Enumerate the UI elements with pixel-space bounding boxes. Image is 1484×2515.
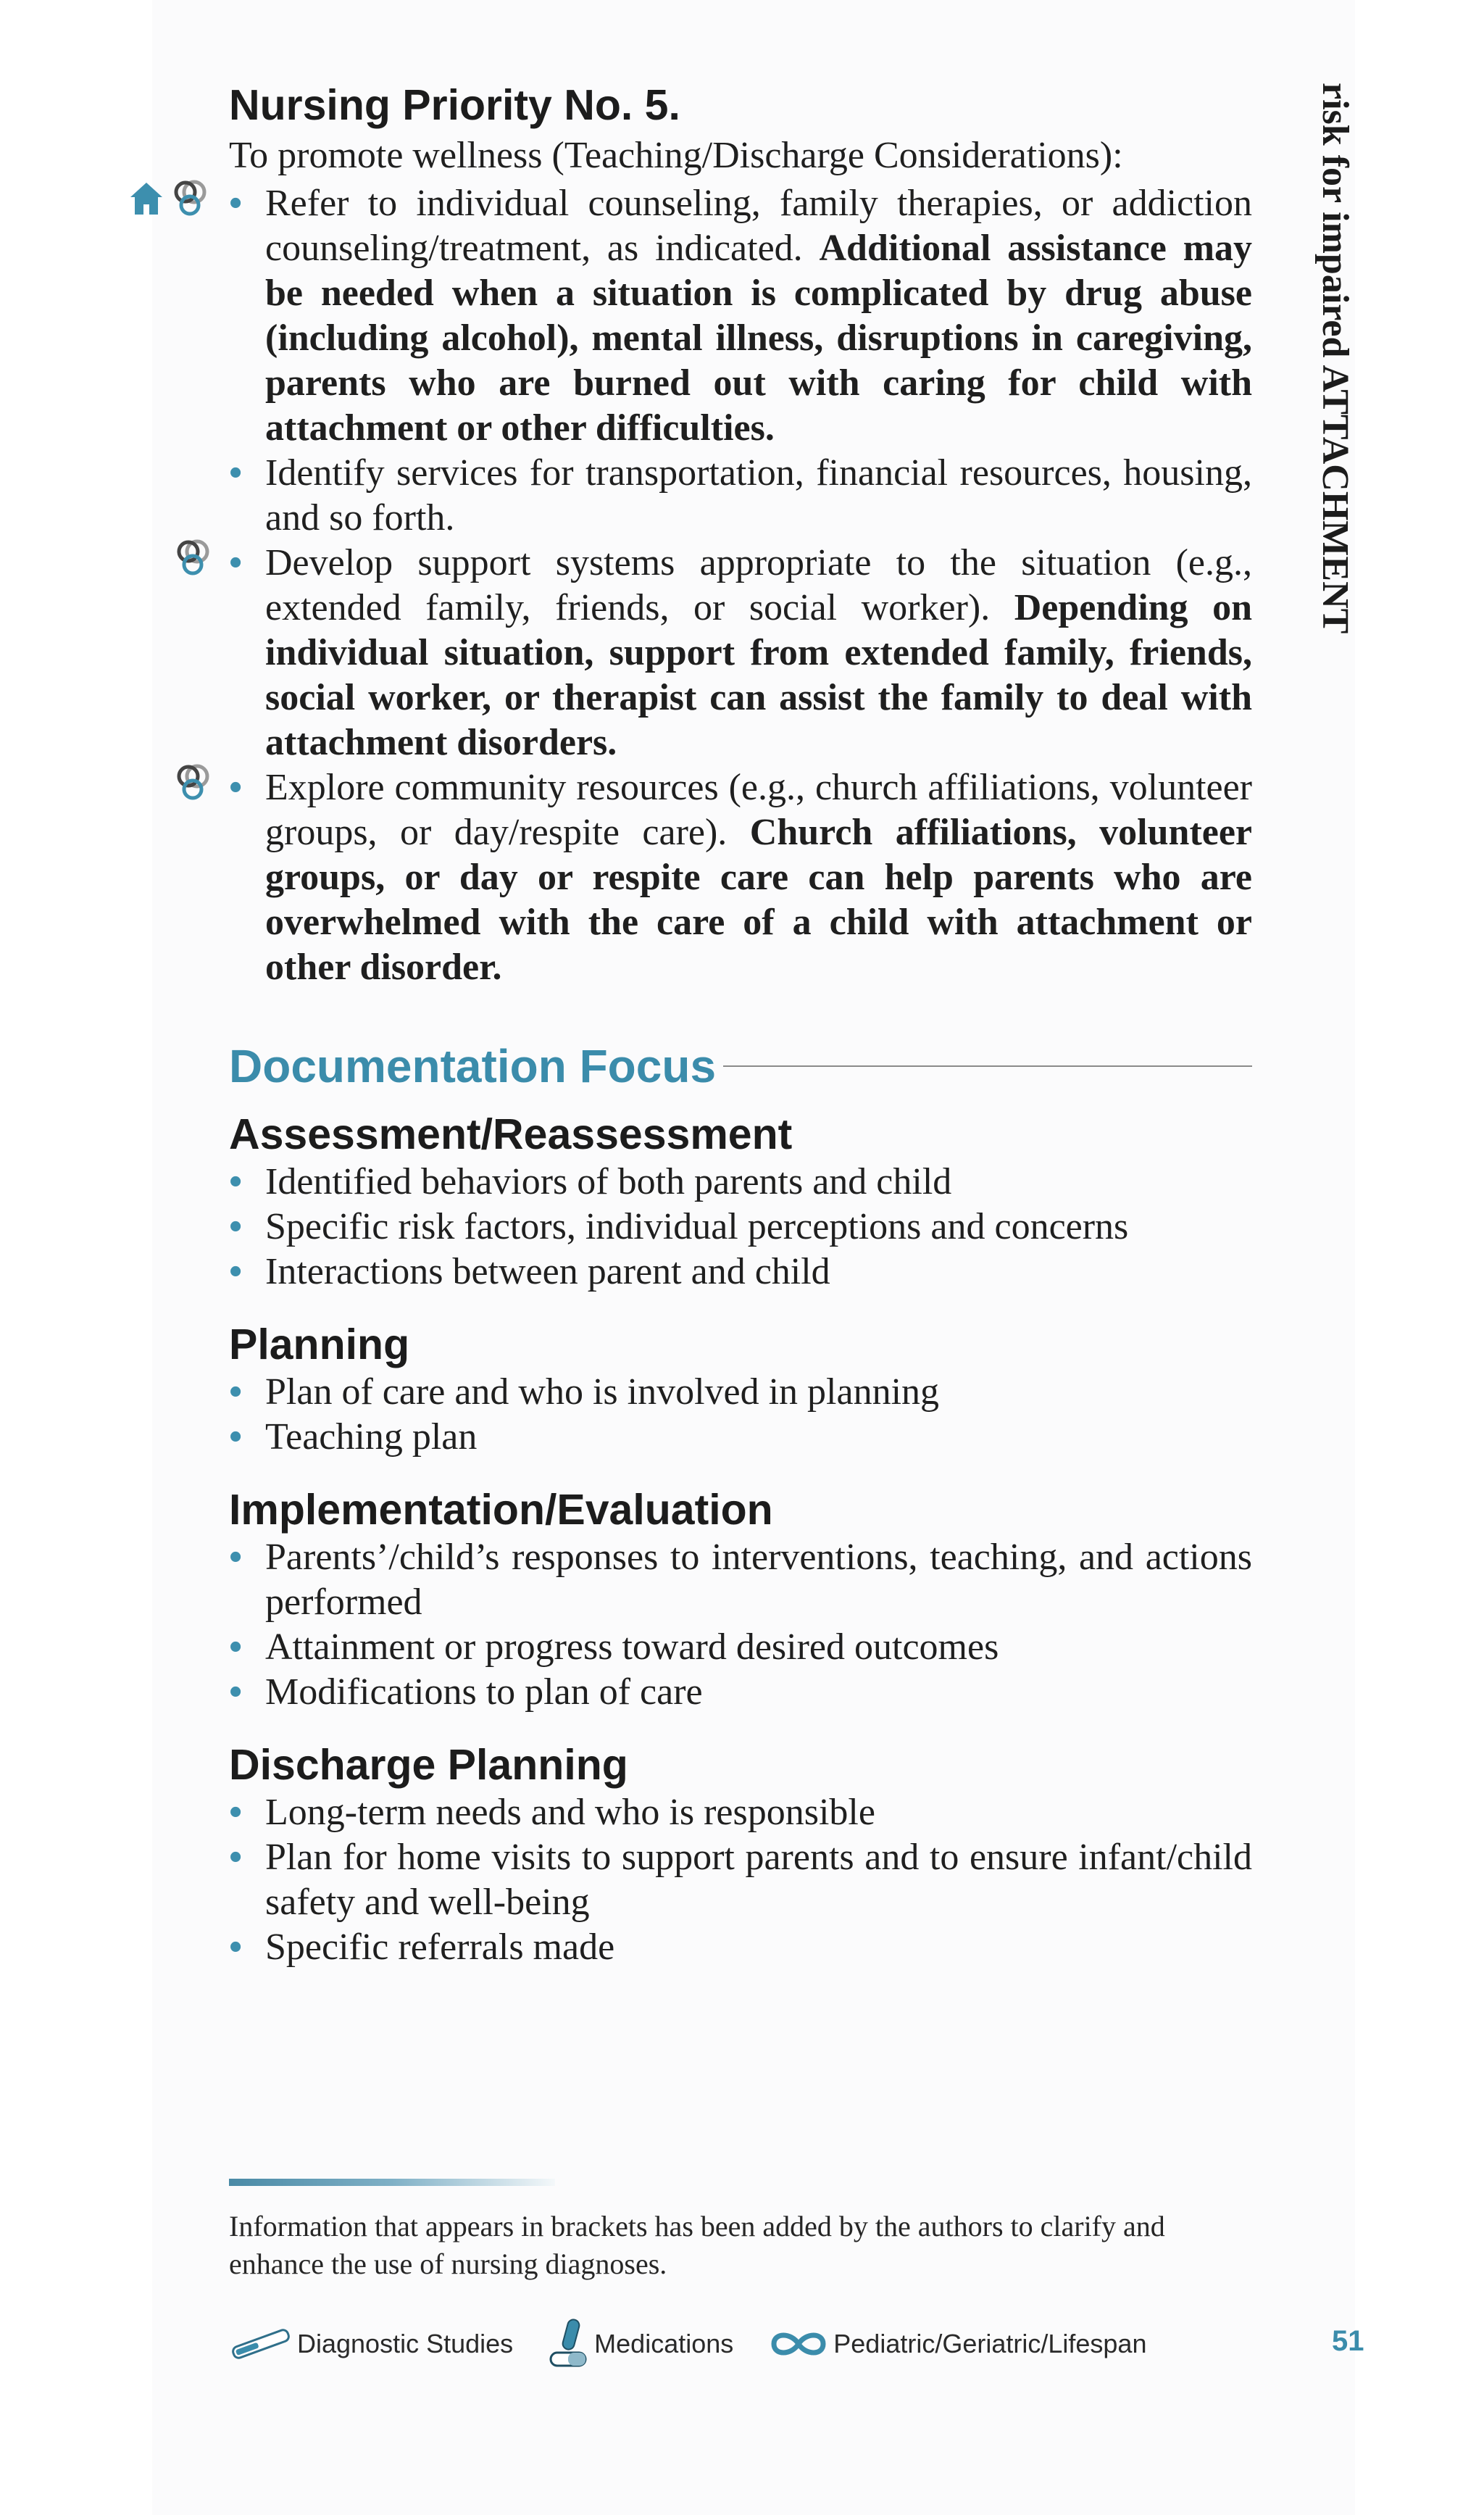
infinity-icon (768, 2329, 829, 2358)
documentation-item (229, 1790, 1252, 1835)
home-care-icon (128, 180, 165, 228)
legend-medications-label: Medications (594, 2329, 734, 2358)
legend-lifespan (768, 2329, 1146, 2359)
side-tab-emphasis: ATTACHMENT (1314, 365, 1356, 634)
legend-lifespan-label: Pediatric/Geriatric/Lifespan (833, 2329, 1147, 2358)
intervention-item (229, 451, 1252, 541)
documentation-item (229, 1370, 1252, 1415)
bullet: • (229, 1837, 243, 1878)
bullet: • (229, 1161, 243, 1202)
intervention-icons (128, 181, 212, 226)
documentation-heading-row (229, 1034, 1252, 1099)
intervention-item (229, 541, 1252, 765)
intervention-rationale: Depending on individual situation, support from extended family, friends, social worker, or therapist can assist the family to deal with attachment disorders. (265, 587, 1252, 763)
documentation-item (229, 1415, 1252, 1460)
documentation-item (229, 1160, 1252, 1205)
legend-diagnostic (229, 2325, 513, 2363)
collaborative-icon (172, 762, 214, 815)
documentation-subheading: Assessment/Reassessment (229, 1110, 793, 1158)
page-number: 51 (1332, 2325, 1364, 2357)
documentation-subheading: Implementation/Evaluation (229, 1486, 773, 1534)
documentation-item-text: Specific risk factors, individual perceptions and concerns (265, 1206, 1129, 1247)
side-tab-prefix: risk for impaired (1314, 83, 1356, 365)
bullet: • (229, 1626, 243, 1668)
bullet: • (229, 1206, 243, 1247)
documentation-item-text: Plan for home visits to support parents and to ensure infant/child safety and well-being (265, 1837, 1252, 1923)
bullet: • (229, 1792, 243, 1833)
documentation-item-text: Identified behaviors of both parents and child (265, 1161, 952, 1202)
bullet: • (229, 183, 243, 224)
side-tab-label (1314, 83, 1355, 633)
documentation-subheading: Discharge Planning (229, 1741, 628, 1789)
documentation-rule (723, 1065, 1252, 1067)
bullet: • (229, 1671, 243, 1713)
intervention-text: Refer to individual counseling, family therapies, or addiction counseling/treatment, as indicated. (265, 183, 1252, 269)
intervention-item (229, 765, 1252, 990)
collaborative-icon (172, 537, 214, 590)
documentation-item (229, 1925, 1252, 1970)
documentation-subheading: Planning (229, 1321, 410, 1368)
documentation-item (229, 1670, 1252, 1715)
bullet: • (229, 452, 243, 494)
documentation-item-text: Attainment or progress toward desired outcomes (265, 1626, 999, 1668)
bullet: • (229, 1371, 243, 1413)
bullet: • (229, 1537, 243, 1578)
priority-list (229, 181, 1252, 990)
intervention-icons (172, 541, 214, 586)
documentation-item (229, 1250, 1252, 1294)
intervention-item (229, 181, 1252, 451)
bullet: • (229, 767, 243, 808)
bullet: • (229, 1926, 243, 1968)
intervention-rationale: Additional assistance may be needed when a situation is complicated by drug abuse (including alcohol), mental illness, disruptions in caregiving, parents who are burned out with caring for child with attachment or other difficulties. (265, 228, 1253, 449)
documentation-list (229, 1790, 1252, 1970)
documentation-item-text: Modifications to plan of care (265, 1671, 703, 1713)
intervention-text: Develop support systems appropriate to the situation (e.g., extended family, friends, or social worker). (265, 542, 1252, 628)
priority-intro: To promote wellness (Teaching/Discharge Considerations): (229, 135, 1123, 176)
documentation-item (229, 1625, 1252, 1670)
icon-legend (229, 2316, 1359, 2371)
documentation-item (229, 1205, 1252, 1250)
priority-heading: Nursing Priority No. 5. (229, 81, 680, 129)
documentation-list (229, 1535, 1252, 1715)
documentation-heading: Documentation Focus (229, 1040, 717, 1092)
footnote-rule (229, 2179, 555, 2186)
bullet: • (229, 542, 243, 583)
documentation-item-text: Plan of care and who is involved in planning (265, 1371, 940, 1413)
intervention-text: Identify services for transportation, financial resources, housing, and so forth. (265, 452, 1252, 539)
intervention-rationale: Church affiliations, volunteer groups, or day or respite care can help parents who are overwhelmed with the care of a child with attachment or other disorder. (265, 812, 1252, 988)
documentation-item-text: Parents’/child’s responses to interventions, teaching, and actions performed (265, 1537, 1252, 1623)
page-content (229, 77, 1252, 1970)
bullet: • (229, 1251, 243, 1292)
intervention-text: Explore community resources (e.g., church affiliations, volunteer groups, or day/respite care). (265, 767, 1252, 853)
documentation-item-text: Long-term needs and who is responsible (265, 1792, 875, 1833)
documentation-item-text: Interactions between parent and child (265, 1251, 830, 1292)
collaborative-icon (170, 178, 212, 230)
documentation-list (229, 1160, 1252, 1294)
documentation-list (229, 1370, 1252, 1460)
documentation-sections (229, 1109, 1252, 1970)
footnote: Information that appears in brackets has been added by the authors to clarify and enhance the use of nursing diagnoses. (229, 2210, 1165, 2280)
test-tube-icon (229, 2325, 293, 2363)
documentation-item (229, 1835, 1252, 1925)
documentation-item-text: Specific referrals made (265, 1926, 615, 1968)
legend-diagnostic-label: Diagnostic Studies (297, 2329, 514, 2358)
documentation-item (229, 1535, 1252, 1625)
medication-icon (548, 2318, 590, 2370)
legend-medications (548, 2318, 733, 2370)
bullet: • (229, 1416, 243, 1458)
side-tab (1309, 83, 1359, 691)
intervention-icons (172, 765, 214, 810)
documentation-item-text: Teaching plan (265, 1416, 478, 1458)
